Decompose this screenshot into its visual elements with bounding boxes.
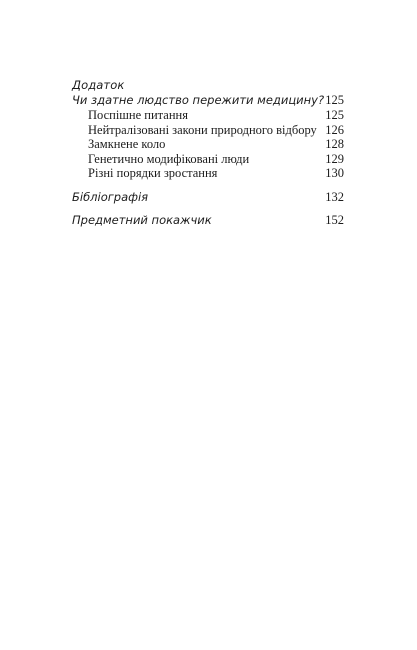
toc-entry-title: Предметний покажчик (72, 212, 212, 227)
table-of-contents (72, 78, 344, 228)
appendix-heading: Додаток (72, 78, 125, 92)
toc-subentry-page: 129 (325, 151, 344, 166)
toc-subentry[interactable] (72, 166, 344, 181)
toc-entry-page: 152 (325, 212, 344, 227)
toc-subentry[interactable] (72, 108, 344, 123)
toc-subentry[interactable] (72, 123, 344, 138)
spacer (72, 205, 344, 213)
toc-entry-title: Чи здатне людство пережити медицину? (72, 93, 325, 107)
spacer (72, 181, 344, 190)
toc-subentry[interactable] (72, 137, 344, 152)
toc-subentry-page: 126 (325, 122, 344, 137)
toc-subentry-page: 130 (325, 166, 344, 180)
toc-entry-page: 132 (325, 189, 344, 204)
toc-subentry-title: Генетично модифіковані люди (88, 151, 250, 166)
toc-subentry-page: 125 (325, 108, 344, 122)
toc-subentry-title: Замкнене коло (88, 137, 166, 151)
toc-subentry-title: Нейтралізовані закони природного відбору (88, 122, 317, 137)
toc-subentry-title: Різні порядки зростання (88, 166, 218, 180)
toc-entry-bibliography[interactable] (72, 190, 344, 205)
toc-entry-page: 125 (325, 93, 344, 107)
toc-subentry-title: Поспішне питання (88, 108, 188, 122)
toc-subentry[interactable] (72, 152, 344, 167)
toc-entry-index[interactable] (72, 213, 344, 228)
toc-entry-chapter[interactable] (72, 93, 344, 108)
toc-subentry-page: 128 (325, 137, 344, 151)
toc-entry-title: Бібліографія (72, 189, 149, 204)
